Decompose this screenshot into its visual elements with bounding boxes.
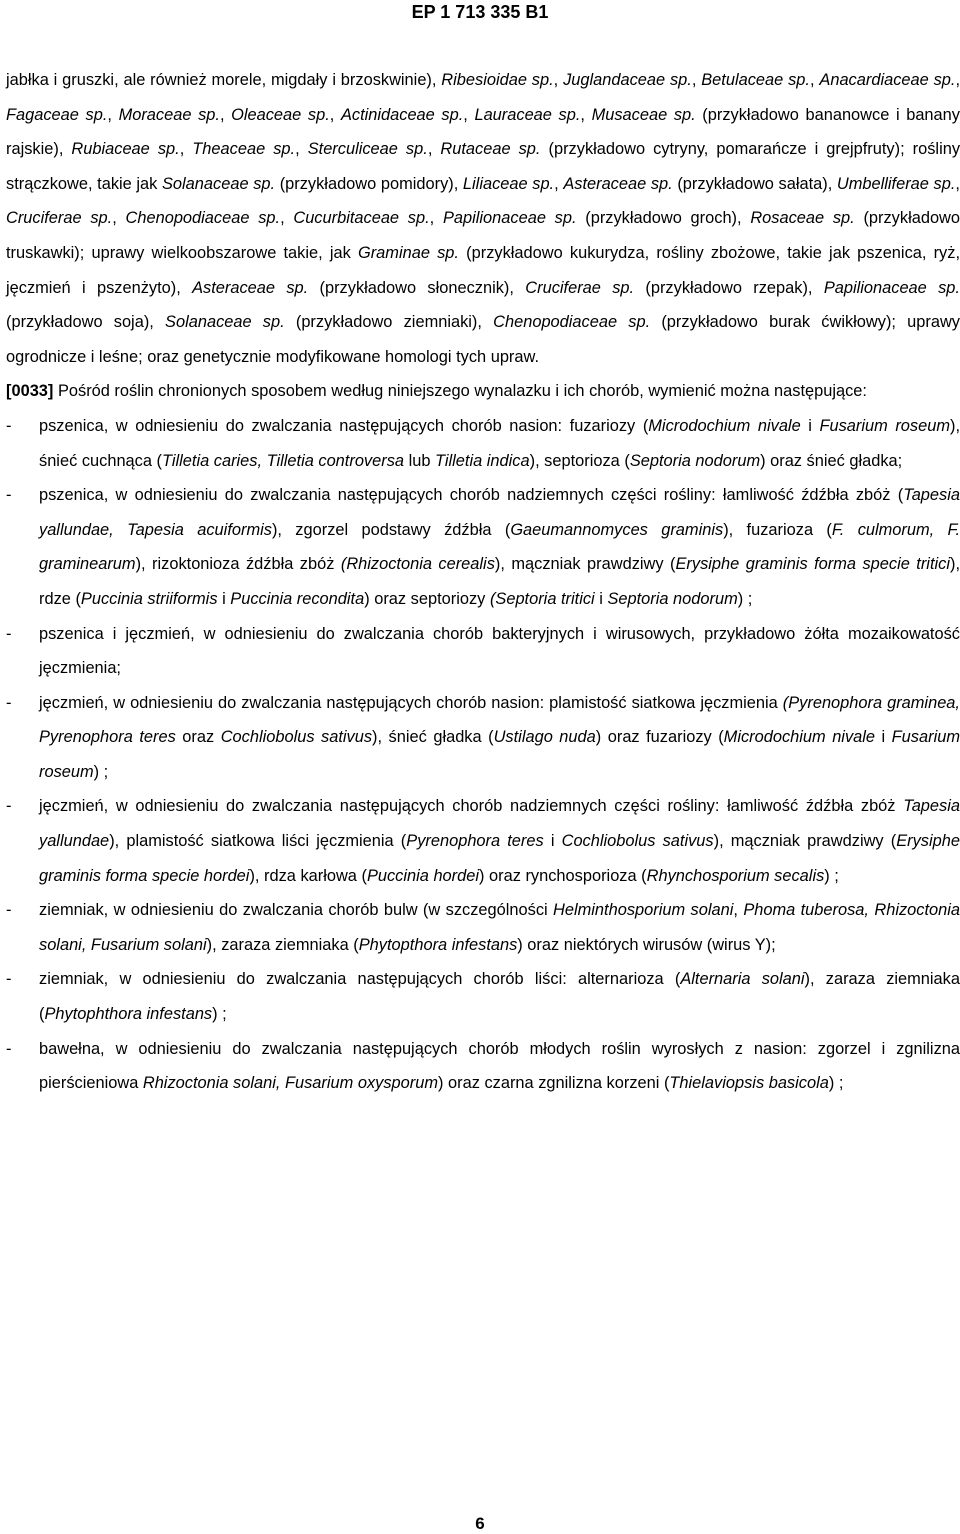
text-run: , (809, 71, 820, 89)
text-run: i (875, 728, 892, 747)
text-run: ) oraz septoriozy (364, 589, 490, 608)
latin-name: Rhizoctonia solani, Fusarium oxysporum (142, 1074, 439, 1093)
list-dash: - (6, 416, 12, 435)
latin-name: Graminae sp. (357, 243, 459, 262)
latin-name: Puccinia striiformis (80, 589, 218, 608)
text-run: , (329, 105, 341, 124)
latin-name: Fusarium roseum (39, 728, 960, 781)
text-run: , (427, 140, 441, 159)
disease-list (6, 409, 960, 1101)
text-run: bawełna, w odniesieniu do zwalczania następujących chorób młodych roślin wyrosłych z nasion: zgorzel i zgnilizna pierścieniowa (39, 1039, 960, 1093)
list-item (6, 962, 960, 1031)
text-run: ), zgorzel podstawy źdźbła ( (271, 520, 511, 539)
latin-name: Helminthosporium solani (553, 901, 734, 920)
latin-name: Cruciferae sp. (525, 278, 635, 297)
text-run: pszenica i jęczmień, w odniesieniu do zwalczania chorób bakteryjnych i wirusowych, przykładowo żółta mozaikowatość jęczmienia; (39, 624, 960, 678)
latin-name: Rubiaceae sp. (71, 140, 180, 159)
text-run: , (463, 105, 475, 124)
text-run: , (429, 209, 443, 228)
text-run: , (112, 209, 126, 228)
list-item (6, 617, 960, 686)
text-run: i (543, 832, 562, 851)
latin-name: Thielaviopsis basicola (669, 1074, 829, 1093)
text-run: Pośród roślin chronionych sposobem według niniejszego wynalazku i ich chorób, wymienić można następujące: (53, 382, 867, 401)
text-run: (przykładowo soja), (6, 313, 166, 332)
text-run: (przykładowo pomidory), (275, 174, 463, 193)
latin-name: Fagaceae sp. (6, 105, 108, 124)
latin-name: Cucurbitaceae sp. (293, 209, 430, 228)
latin-name: Puccinia hordei (366, 866, 480, 885)
text-run: (przykładowo bananowce i banany rajskie), (6, 105, 960, 159)
text-run: oraz (175, 728, 221, 747)
text-run: , (554, 174, 564, 193)
text-run: ziemniak, w odniesieniu do zwalczania następujących chorób liści: alternarioza ( (39, 970, 681, 989)
latin-name: Sterculiceae sp. (307, 140, 428, 159)
latin-name: Cochliobolus sativus (561, 832, 714, 851)
latin-name: Chenopodiaceae sp. (493, 313, 651, 332)
latin-name: Puccinia recondita (230, 589, 365, 608)
latin-name: Rutaceae sp. (440, 140, 541, 159)
list-item (6, 893, 960, 962)
text-run: (przykładowo rzepak), (634, 278, 824, 297)
document-body (6, 63, 960, 1101)
list-item-text (39, 789, 960, 893)
latin-name: Rosaceae sp. (750, 209, 855, 228)
latin-name: Juglandaceae sp. (563, 71, 692, 89)
text-run: , (580, 105, 592, 124)
list-item (6, 478, 960, 616)
intro-paragraph (6, 63, 960, 374)
list-item (6, 1032, 960, 1101)
text-run: pszenica, w odniesieniu do zwalczania następujących chorób nadziemnych części rośliny: łamliwość źdźbła zbóż ( (39, 486, 904, 505)
text-run: ), rdza karłowa ( (249, 866, 367, 885)
latin-name: Theaceae sp. (192, 140, 296, 159)
text-run: ) ; (824, 866, 839, 885)
latin-name: (Rhizoctonia cerealis (340, 555, 495, 574)
text-run: ), mączniak prawdziwy ( (713, 832, 897, 851)
latin-name: Cruciferae sp. (6, 209, 113, 228)
latin-name: Oleaceae sp. (231, 105, 330, 124)
latin-name: Phytopthora infestans (358, 935, 518, 954)
text-run: jęczmień, w odniesieniu do zwalczania następujących chorób nasion: plamistość siatkowa jęczmienia (39, 693, 783, 712)
list-item-text (39, 617, 960, 686)
text-run: ), plamistość siatkowa liści jęczmienia ( (109, 832, 407, 851)
text-run: , (691, 71, 702, 89)
text-run: (przykładowo cytryny, pomarańcze i grejpfruty); rośliny strączkowe, takie jak (6, 140, 960, 193)
latin-name: Microdochium nivale (648, 416, 801, 435)
latin-name: Moraceae sp. (118, 105, 220, 124)
text-run: , (955, 71, 960, 89)
text-run: , (295, 140, 308, 159)
text-run: (przykładowo kukurydza, rośliny zbożowe, takie jak pszenica, ryż, jęczmień i pszenżyto), (6, 243, 960, 297)
text-run: ) oraz niektórych wirusów (wirus Y); (517, 935, 776, 954)
latin-name: Asteraceae sp. (192, 278, 309, 297)
text-run: ) oraz czarna zgnilizna korzeni ( (438, 1074, 670, 1093)
text-run: ziemniak, w odniesieniu do zwalczania chorób bulw (w szczególności (39, 901, 554, 920)
text-run: lub (404, 451, 435, 470)
text-run: (przykładowo truskawki); uprawy wielkoobszarowe takie, jak (6, 209, 960, 262)
latin-name: Alternaria solani (680, 970, 805, 989)
list-item-text (39, 686, 960, 790)
list-item-text (39, 409, 960, 478)
text-run: ), fuzarioza ( (723, 520, 832, 539)
text-run: ), śnieć gładka ( (372, 728, 494, 747)
latin-name: Anacardiaceae sp. (819, 71, 956, 89)
list-item (6, 409, 960, 478)
list-dash: - (6, 693, 12, 712)
list-dash: - (6, 1039, 12, 1058)
list-dash: - (6, 486, 12, 505)
latin-name: F. culmorum, F. graminearum (39, 520, 960, 574)
text-run: , (955, 174, 960, 193)
text-run: i (800, 416, 820, 435)
page-number: 6 (475, 1514, 485, 1533)
text-run: ) ; (828, 1074, 844, 1093)
list-dash: - (6, 624, 12, 643)
text-run: ), zaraza ziemniaka ( (39, 970, 960, 1024)
text-run: (przykładowo słonecznik), (308, 278, 526, 297)
list-dash: - (6, 970, 12, 989)
text-run: (przykładowo ziemniaki), (284, 313, 494, 332)
latin-name: Solanaceae sp. (165, 313, 285, 332)
text-run: jabłka i gruszki, ale również morele, migdały i brzoskwinie), (6, 71, 442, 89)
text-run: ) oraz śnieć gładka; (760, 451, 903, 470)
latin-name: Tapesia yallundae (39, 797, 960, 851)
latin-name: Betulaceae sp. (701, 71, 810, 89)
latin-name: Umbelliferae sp. (836, 174, 956, 193)
latin-name: Pyrenophora teres (406, 832, 544, 851)
paragraph-0033 (6, 374, 960, 409)
latin-name: Septoria nodorum (607, 589, 738, 608)
text-run: , (107, 105, 119, 124)
list-dash: - (6, 901, 12, 920)
page-header: EP 1 713 335 B1 (411, 2, 549, 22)
text-run: ), śnieć cuchnąca ( (39, 416, 960, 470)
text-run: , (553, 71, 564, 89)
text-run: ) oraz rynchosporioza ( (479, 866, 647, 885)
text-run: , (280, 209, 294, 228)
latin-name: Chenopodiaceae sp. (125, 209, 281, 228)
latin-name: Ribesioidae sp. (441, 71, 554, 89)
latin-name: Septoria nodorum (629, 451, 761, 470)
text-run: ), rdze ( (39, 555, 960, 608)
text-run: i (217, 589, 231, 608)
latin-name: Fusarium roseum (819, 416, 950, 435)
latin-name: Phoma tuberosa, Rhizoctonia solani, Fusarium solani (39, 901, 960, 954)
list-item (6, 789, 960, 893)
latin-name: Lauraceae sp. (474, 105, 581, 124)
latin-name: Ustilago nuda (493, 728, 596, 747)
text-run: ), rizoktonioza źdźbła zbóż (135, 555, 341, 574)
text-run: , (733, 901, 744, 920)
latin-name: Erysiphe graminis forma specie tritici (675, 555, 950, 574)
text-run: ), septorioza ( (529, 451, 630, 470)
text-run: ) ; (737, 589, 753, 608)
text-run: , (219, 105, 232, 124)
list-dash: - (6, 797, 12, 816)
text-run: (przykładowo groch), (576, 209, 751, 228)
latin-name: Liliaceae sp. (462, 174, 555, 193)
latin-name: Microdochium nivale (723, 728, 876, 747)
latin-name: (Septoria tritici (489, 589, 595, 608)
latin-name: Rhynchosporium secalis (646, 866, 825, 885)
text-run: , (179, 140, 193, 159)
text-run: i (594, 589, 608, 608)
latin-name: Phytophthora infestans (44, 1005, 213, 1024)
latin-name: Papilionaceae sp. (823, 278, 960, 297)
latin-name: Asteraceae sp. (563, 174, 673, 193)
latin-name: Tilletia caries, Tilletia controversa (162, 451, 405, 470)
latin-name: Actinidaceae sp. (340, 105, 464, 124)
latin-name: Tilletia indica (435, 451, 530, 470)
text-run: (przykładowo burak ćwikłowy); uprawy ogrodnicze i leśne; oraz genetycznie modyfikowane homologi tych upraw. (6, 313, 960, 366)
text-run: ) ; (93, 762, 109, 781)
text-run: ) ; (212, 1005, 227, 1024)
text-run: (przykładowo sałata), (672, 174, 837, 193)
text-run: ) oraz fuzariozy ( (595, 728, 724, 747)
text-run: jęczmień, w odniesieniu do zwalczania następujących chorób nadziemnych części rośliny: łamliwość źdźbła zbóż (39, 797, 904, 816)
paragraph-number: [0033] (6, 382, 54, 401)
text-run: ), zaraza ziemniaka ( (206, 935, 359, 954)
text-run: ), mączniak prawdziwy ( (494, 555, 676, 574)
text-run: pszenica, w odniesieniu do zwalczania następujących chorób nasion: fuzariozy ( (39, 416, 649, 435)
list-item-text (39, 1032, 960, 1101)
latin-name: Tapesia yallundae, Tapesia acuiformis (39, 486, 960, 539)
latin-name: Musaceae sp. (591, 105, 696, 124)
latin-name: Cochliobolus sativus (220, 728, 373, 747)
latin-name: Solanaceae sp. (161, 174, 276, 193)
list-item-text (39, 962, 960, 1031)
latin-name: Papilionaceae sp. (442, 209, 577, 228)
latin-name: Gaeumannomyces graminis (510, 520, 724, 539)
list-item (6, 686, 960, 790)
latin-name: (Pyrenophora graminea, Pyrenophora teres (39, 693, 960, 747)
list-item-text (39, 478, 960, 616)
list-item-text (39, 893, 960, 962)
latin-name: Erysiphe graminis forma specie hordei (39, 832, 960, 885)
